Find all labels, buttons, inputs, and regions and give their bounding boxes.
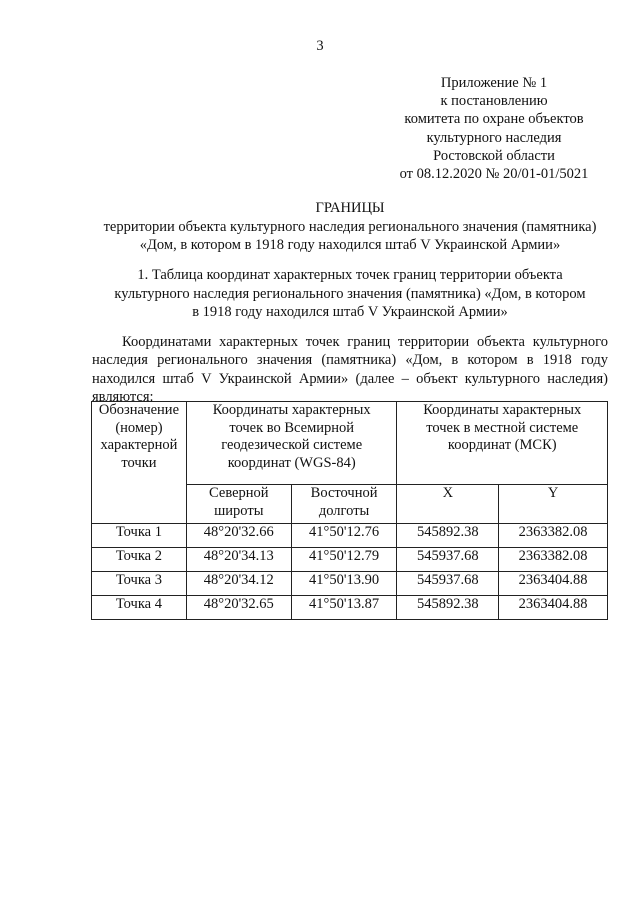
cell-north: 48°20'32.66 — [186, 524, 291, 548]
cell-north: 48°20'34.13 — [186, 548, 291, 572]
cell-north: 48°20'34.12 — [186, 572, 291, 596]
appendix-line: культурного наследия — [426, 129, 562, 146]
table-row — [92, 596, 608, 620]
table-row — [92, 548, 608, 572]
header-msk — [397, 402, 608, 485]
cell-y: 2363404.88 — [499, 596, 608, 620]
header-text: Северной — [209, 485, 269, 501]
subheader-y: Y — [499, 485, 608, 524]
cell-east: 41°50'13.90 — [291, 572, 397, 596]
intro-paragraph — [92, 333, 608, 406]
appendix-header — [380, 74, 608, 183]
section-heading-line: 1. Таблица координат характерных точек границ территории объекта — [137, 267, 563, 283]
cell-north: 48°20'32.65 — [186, 596, 291, 620]
section-heading-line: в 1918 году находился штаб V Украинской Армии» — [192, 304, 508, 320]
appendix-line: от 08.12.2020 № 20/01-01/5021 — [399, 166, 589, 183]
cell-point: Точка 4 — [92, 596, 187, 620]
cell-point: Точка 2 — [92, 548, 187, 572]
intro-line: находился штаб V Украинской Армии» (далее – объект культурного наследия) — [92, 370, 608, 387]
appendix-line: Ростовской области — [433, 147, 555, 164]
intro-line: наследия регионального значения (памятника) «Дом, в котором в 1918 году — [92, 352, 608, 369]
table-row — [92, 572, 608, 596]
appendix-line: комитета по охране объектов — [404, 111, 584, 128]
header-text: геодезической системе — [221, 437, 363, 453]
header-text: координат (WGS-84) — [227, 454, 356, 471]
header-text: (номер) — [115, 419, 163, 436]
title-line: территории объекта культурного наследия регионального значения (памятника) — [103, 218, 597, 235]
cell-x: 545892.38 — [397, 524, 499, 548]
header-text: долготы — [318, 502, 370, 519]
header-text: точек во Всемирной — [229, 419, 355, 436]
cell-east: 41°50'13.87 — [291, 596, 397, 620]
header-text: точки — [121, 454, 157, 471]
header-text: координат (МСК) — [447, 437, 557, 453]
cell-east: 41°50'12.79 — [291, 548, 397, 572]
header-text: Координаты характерных — [212, 402, 371, 418]
cell-y: 2363382.08 — [499, 548, 608, 572]
title-line: «Дом, в котором в 1918 году находился штаб V Украинской Армии» — [139, 237, 561, 253]
table-header-row — [92, 402, 608, 485]
coordinates-table — [91, 401, 608, 620]
cell-x: 545937.68 — [397, 548, 499, 572]
appendix-line: Приложение № 1 — [440, 75, 548, 91]
section-heading-line: культурного наследия регионального значения (памятника) «Дом, в котором — [114, 285, 586, 302]
table-row — [92, 524, 608, 548]
page-number: 3 — [316, 38, 324, 54]
cell-y: 2363382.08 — [499, 524, 608, 548]
subheader-x: X — [397, 485, 499, 524]
subheader-east — [291, 485, 397, 524]
header-text: широты — [214, 502, 264, 519]
cell-y: 2363404.88 — [499, 572, 608, 596]
header-text: Восточной — [310, 485, 378, 501]
header-text: Координаты характерных — [423, 402, 582, 418]
cell-point: Точка 1 — [92, 524, 187, 548]
cell-point: Точка 3 — [92, 572, 187, 596]
document-title — [60, 199, 640, 255]
header-wgs84 — [186, 402, 397, 485]
header-text: характерной — [100, 437, 178, 453]
intro-line: Координатами характерных точек границ территории объекта культурного — [122, 334, 608, 350]
appendix-line: к постановлению — [440, 93, 548, 110]
title-heading: ГРАНИЦЫ — [315, 200, 385, 216]
header-text: Обозначение — [98, 402, 180, 418]
section-heading — [60, 266, 640, 322]
cell-x: 545937.68 — [397, 572, 499, 596]
cell-x: 545892.38 — [397, 596, 499, 620]
header-designation — [92, 402, 187, 524]
intro-line: являются: — [92, 388, 154, 405]
cell-east: 41°50'12.76 — [291, 524, 397, 548]
header-text: точек в местной системе — [426, 419, 579, 436]
subheader-north — [186, 485, 291, 524]
